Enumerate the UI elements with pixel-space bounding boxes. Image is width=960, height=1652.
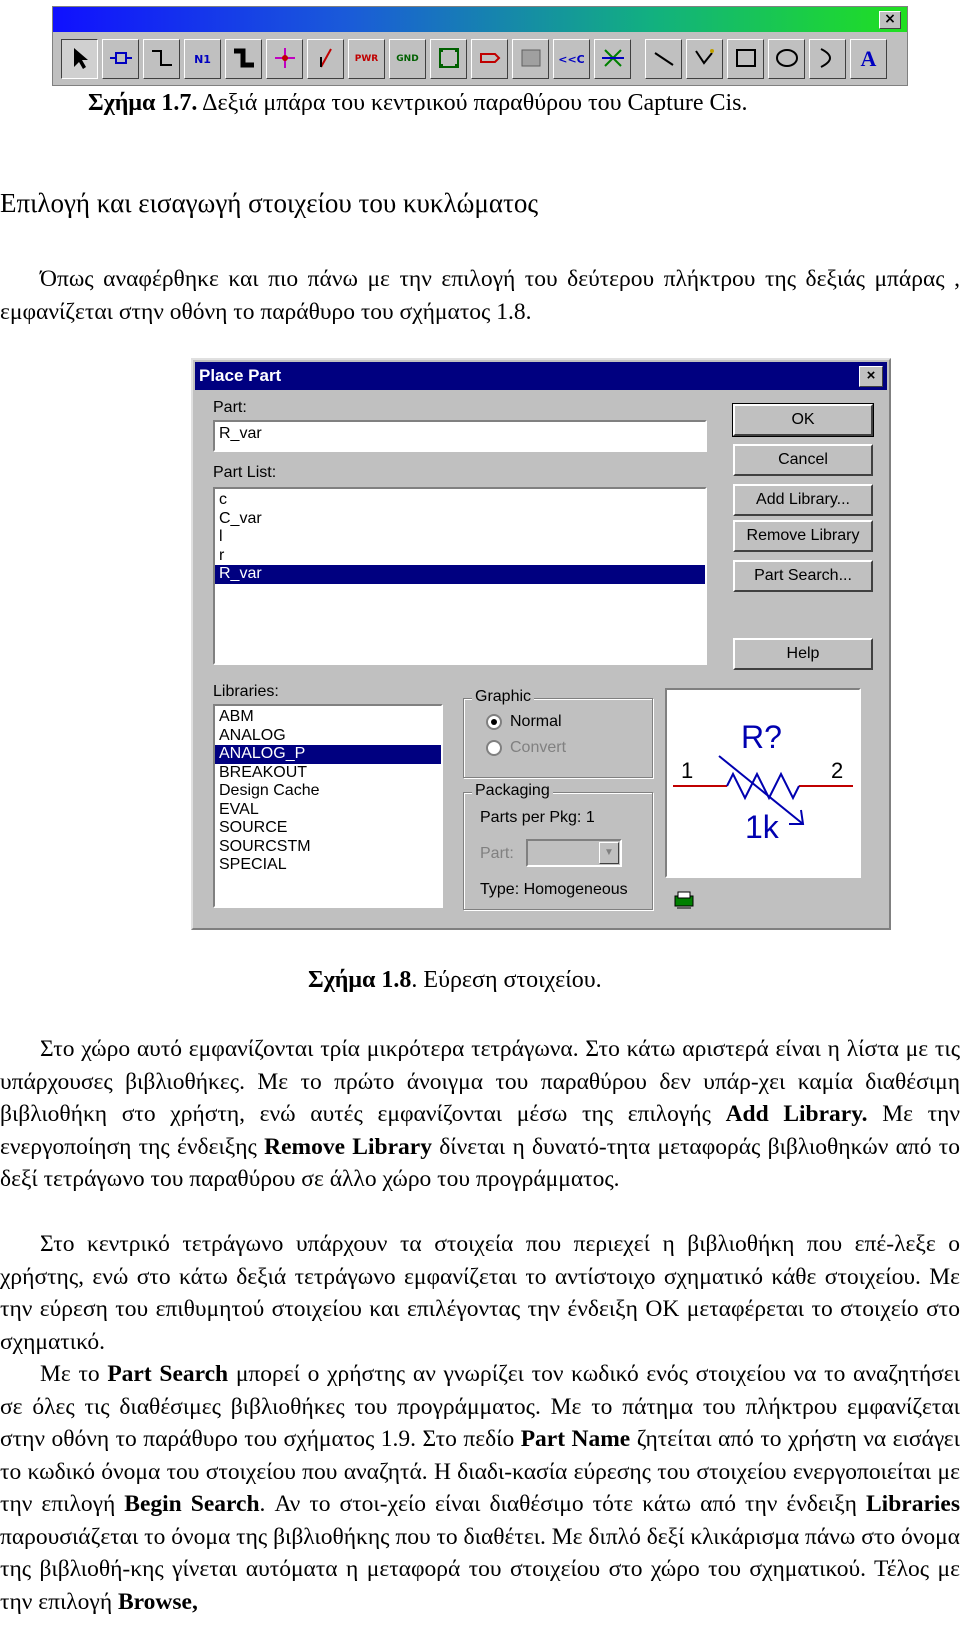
place-pin-icon <box>518 45 544 74</box>
p3-segment: Begin Search <box>124 1491 260 1517</box>
parts-per-pkg-text: Parts per Pkg: 1 <box>480 809 595 826</box>
place-ground-button[interactable] <box>389 39 426 79</box>
place-net-alias-icon: N1 <box>194 52 211 66</box>
place-port-button[interactable] <box>471 39 508 79</box>
toolbar-title-bar[interactable] <box>53 7 907 32</box>
dialog-title-bar <box>195 362 887 390</box>
cancel-button[interactable]: Cancel <box>733 444 873 476</box>
part-list-item[interactable]: r <box>219 546 225 564</box>
place-bus-entry-icon <box>313 45 339 74</box>
part-list-item[interactable]: c <box>219 491 227 508</box>
library-list-item[interactable]: EVAL <box>219 800 259 818</box>
paragraph-part-search <box>0 1358 960 1618</box>
place-rectangle-button[interactable] <box>727 39 764 79</box>
ok-button[interactable]: OK <box>733 404 873 436</box>
p3-segment: Browse, <box>117 1588 198 1615</box>
place-hierarchical-block-button[interactable] <box>430 39 467 79</box>
graphic-normal-radio[interactable] <box>486 713 562 731</box>
resistor-zigzag <box>727 774 799 798</box>
part-input[interactable] <box>213 420 707 452</box>
dialog-title: Place Part <box>199 366 282 385</box>
p3-segment: ζητείται από το χρήστη να εισάγει το κωδικό όνομα του στοιχείου που αναζητά. Η διαδι-κασία εύρεσης του στοιχείου ενεργοποιείται με την επιλογή <box>0 1426 960 1517</box>
toolbar-button-row <box>61 39 887 79</box>
packaging-group <box>463 782 653 910</box>
place-power-icon: PWR <box>354 54 379 64</box>
library-list-item[interactable]: BREAKOUT <box>219 763 308 781</box>
place-bus-button[interactable] <box>225 39 262 79</box>
figure-1-8-caption: Σχήμα 1.8. Εύρεση στοιχείου. <box>308 967 602 993</box>
variable-resistor-symbol <box>667 690 859 876</box>
p1-segment: Με την ενεργοποίηση της ένδειξης <box>0 1101 960 1160</box>
part-select[interactable] <box>526 839 622 867</box>
part-field-label: Part: <box>480 845 514 862</box>
place-part-dialog <box>191 358 891 930</box>
preview-ref: R? <box>741 719 782 755</box>
graphic-normal-label: Normal <box>510 713 562 730</box>
packaging-group-label: Packaging <box>472 782 553 800</box>
select-tool-button[interactable] <box>61 39 98 79</box>
p3-segment: μπορεί ο χρήστης αν γνωρίζει τον κωδικό ενός στοιχείου να το αναζητήσει σε όλες τις διαθέσιμες βιβλιοθήκες του προγράμματος. Με το πάτημα του πλήκτρου εμφανίζεται στην οθόνη το παράθυρο του σχήματος 1.9. Στο πεδίο <box>0 1361 960 1452</box>
capture-right-toolbar <box>52 6 908 86</box>
library-list-item[interactable]: SOURCSTM <box>219 837 311 855</box>
library-list-item[interactable]: ANALOG_P <box>215 745 441 764</box>
library-list-item[interactable]: Design Cache <box>219 782 320 799</box>
part-list-item[interactable]: R_var <box>215 565 705 584</box>
part-input-value: R_var <box>219 425 262 442</box>
place-line-icon <box>651 45 677 74</box>
place-wire-button[interactable] <box>143 39 180 79</box>
place-rectangle-icon <box>733 45 759 74</box>
section-heading: Επιλογή και εισαγωγή στοιχείου του κυκλώματος <box>0 188 539 218</box>
library-icon[interactable] <box>673 890 695 910</box>
p3-segment: . Αν το στοι-χείο είναι διαθέσιμο τότε κάτω από την ένδειξη <box>259 1491 866 1517</box>
place-arc-button[interactable] <box>809 39 846 79</box>
place-bus-entry-button[interactable] <box>307 39 344 79</box>
figure-1-7-caption: Σχήμα 1.7. Δεξιά μπάρα του κεντρικού παραθύρου του Capture Cis. <box>88 90 748 116</box>
library-list-item[interactable]: SPECIAL <box>219 856 287 873</box>
paragraph-libraries <box>0 1033 960 1196</box>
chevron-down-icon[interactable]: ▼ <box>599 842 619 864</box>
p3-segment: Με το <box>40 1361 108 1387</box>
part-list-item[interactable]: C_var <box>219 509 262 527</box>
place-off-page-connector-icon: <<C <box>558 52 585 66</box>
place-pin-button[interactable] <box>512 39 549 79</box>
part-search-button[interactable]: Part Search... <box>733 560 873 592</box>
place-text-icon: A <box>860 46 877 71</box>
place-no-connect-button[interactable] <box>594 39 631 79</box>
place-ellipse-icon <box>774 45 800 74</box>
place-junction-icon <box>272 45 298 74</box>
place-arc-icon <box>815 45 841 74</box>
place-hierarchical-block-icon <box>436 45 462 74</box>
p2-segment: Στο κεντρικό τετράγωνο υπάρχουν τα στοιχεία που περιεχεί η βιβλιοθήκη που επέ-λεξε ο χρήστης, ενώ στο κάτω δεξιά τετράγωνο εμφανίζεται το αντίστοιχο σχηματικό κάθε στοιχείου. Με την εύρεση του επιθυμητού στοιχείου και επιλέγοντας την ένδειξη OK μεταφέρεται το στοιχείο στο σχηματικό. <box>0 1231 960 1355</box>
place-off-page-connector-button[interactable] <box>553 39 590 79</box>
p3-segment: Part Search <box>107 1361 229 1387</box>
p3-segment: παρουσιάζεται το όνομα της βιβλιοθήκης που το διαθέτει. Με διπλό δεξί κλικάρισμα πάνω στο όνομα της βιβλιοθή-κης γίνεται αυτόματα η μεταφορά του στοιχείου στο χώρο του σχηματικού. Τέλος με την επιλογή <box>0 1523 960 1615</box>
libraries-list[interactable] <box>213 704 443 908</box>
place-polyline-button[interactable] <box>686 39 723 79</box>
place-power-button[interactable] <box>348 39 385 79</box>
select-tool-icon <box>67 45 93 74</box>
add-library-button[interactable]: Add Library... <box>733 484 873 516</box>
radio-checked-icon <box>486 714 502 730</box>
p1-segment: Add Library. <box>725 1101 868 1127</box>
libraries-label: Libraries: <box>213 683 279 700</box>
part-preview <box>665 688 861 878</box>
preview-pin1: 1 <box>681 758 694 783</box>
library-list-item[interactable]: SOURCE <box>219 819 288 836</box>
dialog-close-button[interactable]: × <box>859 366 883 387</box>
place-junction-button[interactable] <box>266 39 303 79</box>
part-label: Part: <box>213 399 247 416</box>
p1-segment: Remove Library <box>264 1133 432 1160</box>
intro-paragraph: Όπως αναφέρθηκε και πιο πάνω με την επιλογή του δεύτερου πλήκτρου της δεξιάς μπάρας , εμφανίζεται στην οθόνη το παράθυρο του σχήματος 1.8. <box>0 266 960 325</box>
place-part-icon <box>108 45 134 74</box>
library-list-item[interactable]: ANALOG <box>219 726 286 744</box>
radio-unchecked-icon <box>486 740 502 756</box>
place-ellipse-button[interactable] <box>768 39 805 79</box>
place-polyline-icon <box>692 45 718 74</box>
p3-segment: Part Name <box>520 1426 631 1452</box>
library-list-item[interactable]: ABM <box>219 708 254 725</box>
graphic-group <box>463 688 653 778</box>
p1-segment: δίνεται η δυνατό-τητα μεταφοράς βιβλιοθηκών από το δεξί τετράγωνο του παραθύρου σε άλλο χώρο του προγράμματος. <box>0 1133 960 1192</box>
place-ground-icon: GND <box>396 54 419 64</box>
place-text-button[interactable] <box>850 39 887 79</box>
toolbar-close-button[interactable]: × <box>879 11 901 29</box>
graphic-convert-label: Convert <box>510 739 567 756</box>
place-port-icon <box>477 45 503 74</box>
place-bus-icon <box>231 45 257 74</box>
p1-segment: Στο χώρο αυτό εμφανίζονται τρία μικρότερα τετράγωνα. Στο κάτω αριστερά είναι η λίστα με τις υπάρχουσες βιβλιοθήκες. Με το πρώτο άνοιγμα του παραθύρου δεν υπάρ-χει καμία διαθέσιμη βιβλιοθήκη στο χρήστη, ενώ αυτές εμφανίζονται μέσω της επιλογής <box>0 1036 960 1127</box>
part-list[interactable] <box>213 487 707 665</box>
help-button[interactable]: Help <box>733 638 873 670</box>
p3-segment: Libraries <box>866 1491 960 1517</box>
place-net-alias-button[interactable] <box>184 39 221 79</box>
type-text: Type: Homogeneous <box>480 881 628 898</box>
graphic-convert-radio[interactable] <box>486 739 566 757</box>
place-no-connect-icon <box>600 45 626 74</box>
part-list-item[interactable]: l <box>219 528 223 545</box>
graphic-group-label: Graphic <box>472 688 534 706</box>
part-list-label: Part List: <box>213 464 277 481</box>
preview-value: 1k <box>745 809 779 845</box>
place-line-button[interactable] <box>645 39 682 79</box>
place-part-button[interactable] <box>102 39 139 79</box>
place-wire-icon <box>149 45 175 74</box>
remove-library-button[interactable]: Remove Library <box>733 520 873 552</box>
preview-pin2: 2 <box>831 758 844 783</box>
paragraph-central-box <box>0 1228 960 1358</box>
